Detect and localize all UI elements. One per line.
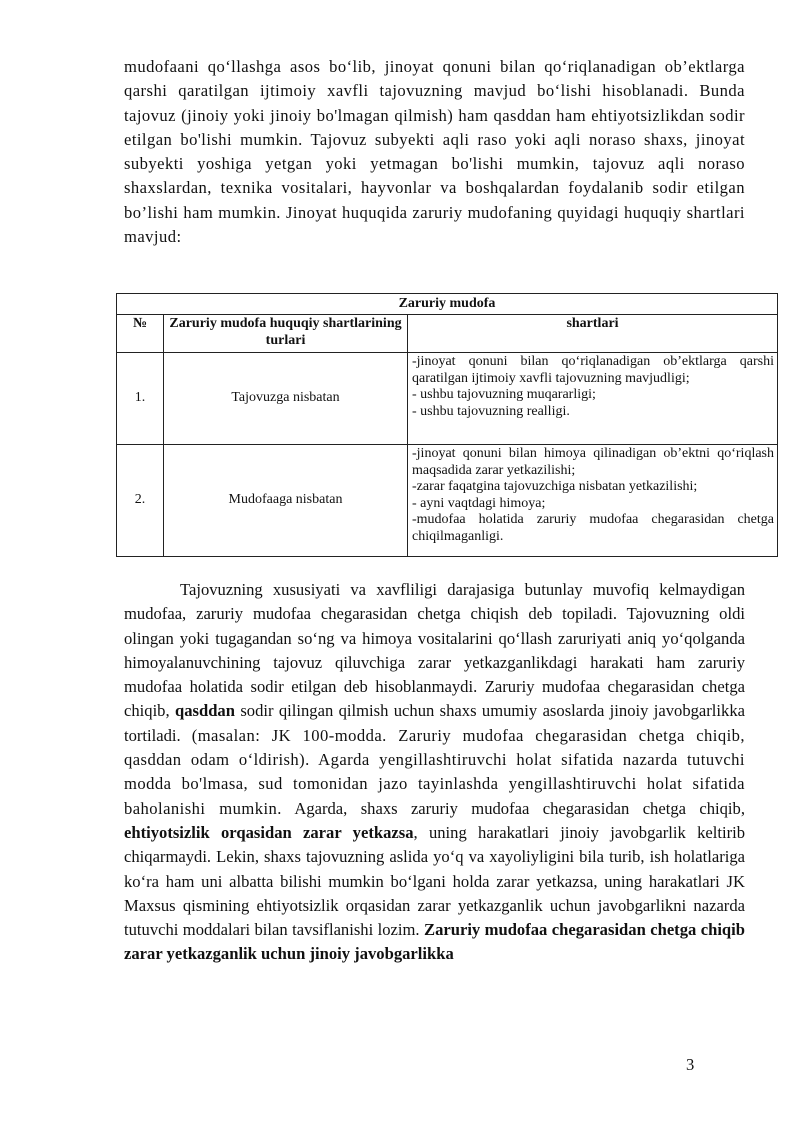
row-number: 2. bbox=[117, 445, 164, 557]
condition-item: -jinoyat qonuni bilan qo‘riqlanadigan ob’ektlarga qarshi qaratilgan ijtimoiy xavfli tajovuzning mavjudligi; bbox=[412, 354, 774, 386]
body-bold-text: Zaruriy mudofaa chegarasidan chetga chiqib zarar yetkazganlik uchun jinoiy javobgarlikka bbox=[124, 920, 745, 964]
body-text: (masalan: JK 100-modda. Zaruriy mudofaa chegarasidan chetga chiqib, qasddan odam o‘ldirish). Agarda yengillashtiruvchi holat sifatida nazarda tutuvchi modda bo'lmasa, sud tomonidan jazo tayinlashda yengillashtiruvchi holat sifatida baholanishi mumkin. bbox=[124, 725, 746, 818]
page-number: 3 bbox=[686, 1055, 695, 1074]
row-conditions bbox=[408, 445, 778, 557]
condition-item: -jinoyat qonuni bilan himoya qilinadigan ob’ektni qo‘riqlash maqsadida zarar yetkazilishi; bbox=[412, 446, 774, 478]
row-conditions bbox=[408, 353, 778, 445]
row-type: Tajovuzga nisbatan bbox=[164, 353, 408, 445]
intro-line: yoki yetmagan bo'lishi mumkin, tajovuz aqli noraso shaxslardan, texnika bbox=[124, 154, 745, 198]
condition-item: - ushbu tajovuzning realligi. bbox=[412, 403, 570, 419]
condition-item: -mudofaa holatida zaruriy mudofaa chegarasidan chetga chiqilmaganligi. bbox=[412, 512, 774, 544]
table-title-row bbox=[117, 294, 778, 315]
row-number: 1. bbox=[117, 353, 164, 445]
intro-line: mavjud: bbox=[124, 227, 182, 247]
condition-item: - ayni vaqtdagi himoya; bbox=[412, 495, 546, 511]
table-header-row bbox=[117, 315, 778, 353]
body-paragraph bbox=[124, 578, 745, 967]
body-text: Tajovuzning xususiyati va xavfliligi darajasiga butunlay muvofiq kelmaydigan mudofaa, zaruriy mudofaa chegarasidan chetga chiqish deb topiladi. Tajovuzning oldi olingan yoki tugagandan so‘ng va himoya vositalarini qo‘llash zaruriyati aniq yo‘qolganda himoyalanuvchining tajovuz qiluvchiga zarar yetkazganlikdagi harakati ham zaruriy mudofaa holatida sodir etilgan deb hisoblanmaydi. Zaruriy mudofaa chegarasidan chetga chiqib, bbox=[124, 580, 745, 721]
intro-line: vositalari, hayvonlar va boshqalardan foydalanib sodir etilgan bo’lishi ham bbox=[124, 178, 745, 222]
table-title: Zaruriy mudofa bbox=[117, 294, 778, 315]
intro-paragraph bbox=[124, 55, 745, 249]
condition-item: -zarar faqatgina tajovuzchiga nisbatan yetkazilishi; bbox=[412, 479, 698, 494]
intro-line: qasddan ham ehtiyotsizlikdan sodir etilgan bo'lishi mumkin. Tajovuz bbox=[124, 105, 745, 149]
condition-item: - ushbu tajovuzning muqararligi; bbox=[412, 387, 596, 402]
header-conditions: shartlari bbox=[408, 315, 778, 353]
intro-line: hisoblanadi. Bunda tajovuz (jinoiy yoki jinoiy bo'lmagan qilmish) ham bbox=[124, 81, 745, 125]
body-bold-text: ehtiyotsizlik orqasidan zarar yetkazsa bbox=[124, 822, 414, 842]
intro-line: mudofaani qo‘llashga asos bo‘lib, jinoyat qonuni bilan qo‘riqlanadigan bbox=[124, 57, 657, 76]
intro-line: mumkin. Jinoyat huquqida zaruriy mudofaning quyidagi huquqiy shartlari bbox=[218, 202, 745, 222]
row-type: Mudofaaga nisbatan bbox=[164, 445, 408, 557]
body-bold-text: qasddan bbox=[174, 701, 235, 721]
body-text: Agarda, shaxs zaruriy mudofaa chegarasidan chetga chiqib, bbox=[281, 798, 745, 818]
header-type: Zaruriy mudofa huquqiy shartlarining turlari bbox=[164, 315, 408, 353]
table-row bbox=[117, 445, 778, 557]
conditions-table bbox=[116, 293, 778, 557]
header-number: № bbox=[117, 315, 164, 353]
intro-line: subyekti aqli raso yoki aqli noraso shaxs, jinoyat subyekti yoshiga yetgan bbox=[124, 129, 745, 174]
body-text: , uning harakatlari jinoiy javobgarlik keltirib chiqarmaydi. Lekin, shaxs tajovuzning aslida yo‘q va xayoliyligini bila turib, ish holatlariga ko‘ra ham uni albatta bilishi mumkin bo‘lgani holda zarar yetkazsa, uning harakatlari JK Maxsus qismining ehtiyotsizlik orqasidan zarar yetkazganlik uchun javobgarlikni nazarda tutuvchi moddalari bilan tavsiflanishi lozim. bbox=[124, 822, 746, 940]
table-row bbox=[117, 353, 778, 445]
body-text: sodir qilingan qilmish uchun shaxs umumiy asoslarda jinoiy javobgarlikka tortiladi. bbox=[124, 701, 745, 745]
intro-line: ob’ektlarga qarshi qaratilgan ijtimoiy xavfli tajovuzning mavjud bo‘lishi bbox=[124, 57, 745, 101]
